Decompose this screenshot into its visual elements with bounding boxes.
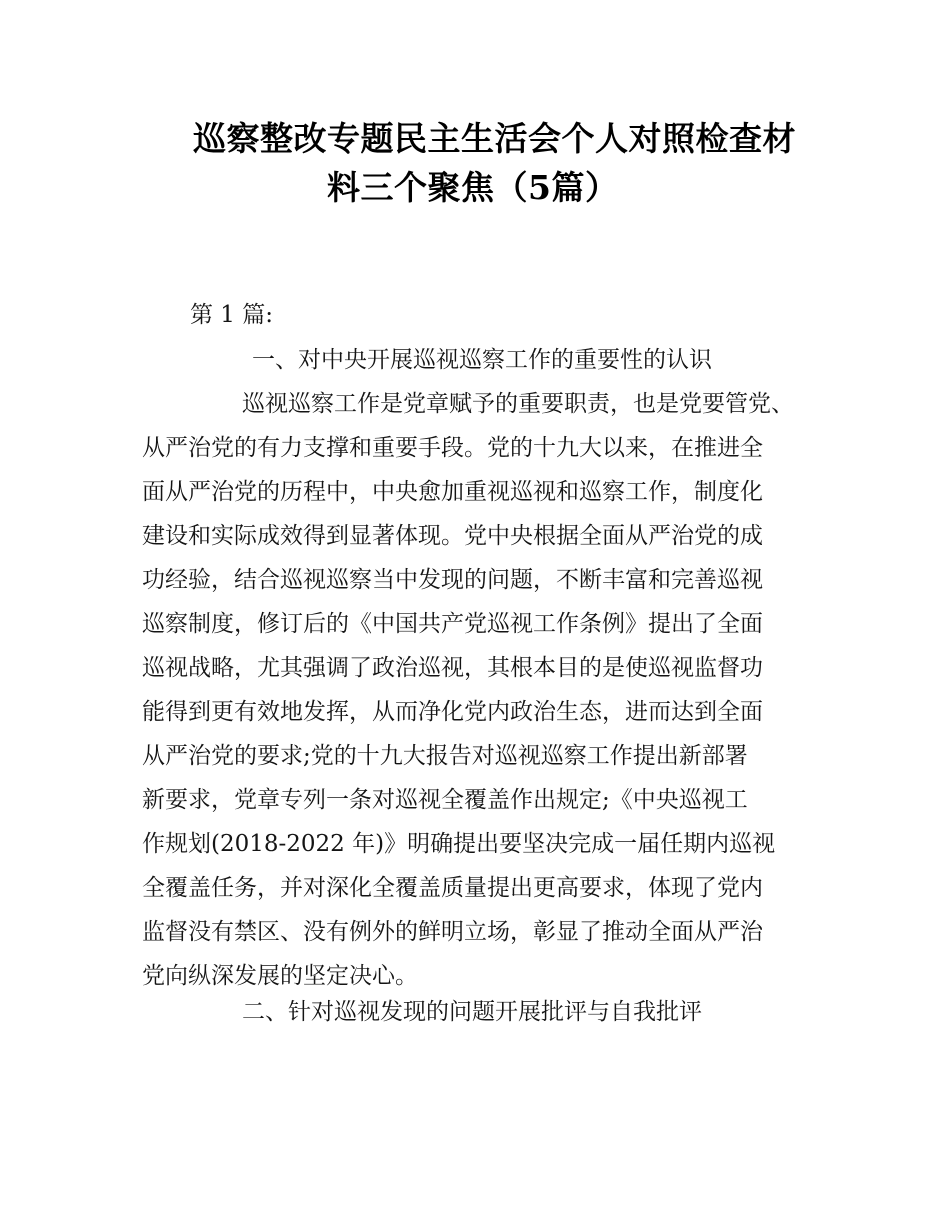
document-title-line-1: 巡察整改专题民主生活会个人对照检查材	[193, 119, 796, 158]
section-label: 第 1 篇:	[190, 302, 274, 328]
paragraph-line: 党向纵深发展的坚定决心。	[142, 963, 418, 989]
paragraph-line: 新要求，党章专列一条对巡视全覆盖作出规定;《中央巡视工	[142, 787, 748, 813]
paragraph-line: 面从严治党的历程中，中央愈加重视巡视和巡察工作，制度化	[142, 479, 763, 505]
paragraph-line: 建设和实际成效得到显著体现。党中央根据全面从严治党的成	[142, 523, 763, 549]
paragraph-line: 巡视巡察工作是党章赋予的重要职责，也是党要管党、	[242, 391, 794, 417]
document-title-line-2: 料三个聚焦（5篇）	[327, 168, 619, 207]
paragraph-line: 作规划(2018-2022 年)》明确提出要坚决完成一届任期内巡视	[142, 831, 776, 857]
paragraph-line: 能得到更有效地发挥，从而净化党内政治生态，进而达到全面	[142, 699, 763, 725]
paragraph-line: 巡察制度，修订后的《中国共产党巡视工作条例》提出了全面	[142, 611, 763, 637]
section-heading-1: 一、对中央开展巡视巡察工作的重要性的认识	[252, 347, 712, 373]
paragraph-line: 从严治党的要求;党的十九大报告对巡视巡察工作提出新部署	[142, 743, 748, 769]
paragraph-line: 巡视战略，尤其强调了政治巡视，其根本目的是使巡视监督功	[142, 655, 763, 681]
paragraph-line: 从严治党的有力支撑和重要手段。党的十九大以来，在推进全	[142, 435, 763, 461]
paragraph-line: 全覆盖任务，并对深化全覆盖质量提出更高要求，体现了党内	[142, 875, 763, 901]
paragraph-line: 监督没有禁区、没有例外的鲜明立场，彰显了推动全面从严治	[142, 919, 763, 945]
paragraph-line: 功经验，结合巡视巡察当中发现的问题，不断丰富和完善巡视	[142, 567, 763, 593]
section-heading-2: 二、针对巡视发现的问题开展批评与自我批评	[242, 999, 702, 1025]
